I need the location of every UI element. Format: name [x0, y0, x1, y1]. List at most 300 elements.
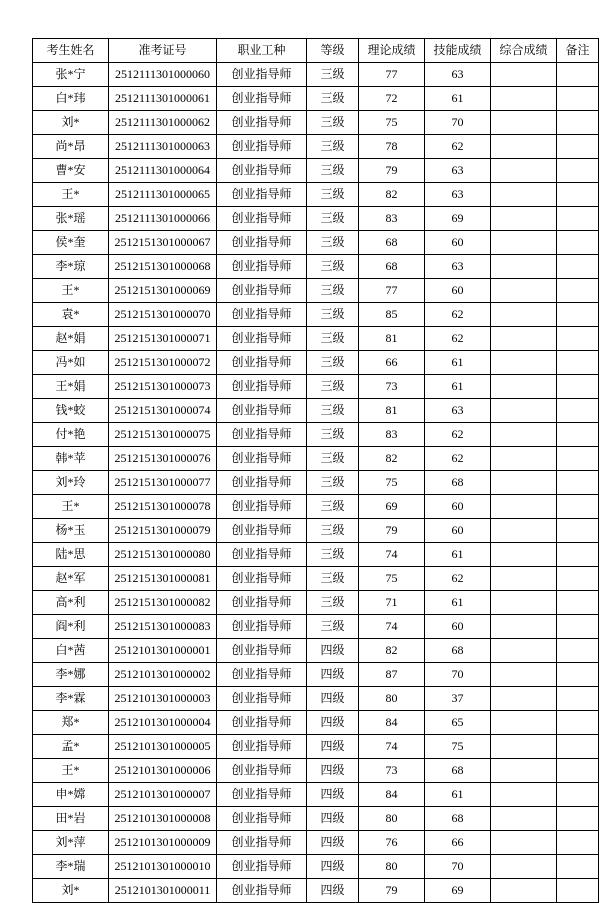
cell-id: 2512151301000073 [109, 375, 217, 399]
cell-name: 冯*如 [33, 351, 109, 375]
cell-theory: 82 [359, 447, 425, 471]
table-row [33, 231, 599, 255]
cell-total [491, 255, 557, 279]
cell-id: 2512151301000081 [109, 567, 217, 591]
table-row [33, 279, 599, 303]
cell-note [557, 759, 599, 783]
table-row [33, 375, 599, 399]
cell-theory: 81 [359, 399, 425, 423]
cell-level: 四级 [307, 807, 359, 831]
cell-total [491, 711, 557, 735]
cell-name: 赵*军 [33, 567, 109, 591]
cell-theory: 81 [359, 327, 425, 351]
cell-job: 创业指导师 [217, 735, 307, 759]
cell-total [491, 831, 557, 855]
cell-id: 2512101301000011 [109, 879, 217, 903]
cell-id: 2512111301000063 [109, 135, 217, 159]
table-row [33, 495, 599, 519]
cell-theory: 74 [359, 543, 425, 567]
table-row [33, 423, 599, 447]
cell-level: 三级 [307, 591, 359, 615]
cell-total [491, 63, 557, 87]
cell-level: 三级 [307, 63, 359, 87]
cell-name: 王* [33, 759, 109, 783]
table-body [33, 63, 599, 903]
cell-level: 四级 [307, 783, 359, 807]
cell-note [557, 471, 599, 495]
table-row [33, 783, 599, 807]
cell-total [491, 663, 557, 687]
cell-skill: 62 [425, 567, 491, 591]
cell-theory: 82 [359, 183, 425, 207]
cell-theory: 74 [359, 615, 425, 639]
cell-job: 创业指导师 [217, 111, 307, 135]
cell-theory: 87 [359, 663, 425, 687]
cell-note [557, 615, 599, 639]
table-row [33, 879, 599, 903]
cell-id: 2512111301000066 [109, 207, 217, 231]
cell-job: 创业指导师 [217, 159, 307, 183]
table-row [33, 87, 599, 111]
cell-level: 三级 [307, 567, 359, 591]
cell-skill: 70 [425, 855, 491, 879]
cell-note [557, 879, 599, 903]
cell-total [491, 111, 557, 135]
exam-score-table [32, 38, 599, 903]
column-header-name: 考生姓名 [33, 39, 109, 63]
cell-level: 三级 [307, 279, 359, 303]
table-row [33, 639, 599, 663]
cell-job: 创业指导师 [217, 639, 307, 663]
cell-total [491, 567, 557, 591]
cell-note [557, 63, 599, 87]
cell-level: 四级 [307, 759, 359, 783]
cell-job: 创业指导师 [217, 471, 307, 495]
cell-total [491, 735, 557, 759]
cell-skill: 62 [425, 135, 491, 159]
cell-name: 张*瑶 [33, 207, 109, 231]
cell-name: 高*利 [33, 591, 109, 615]
cell-note [557, 855, 599, 879]
cell-total [491, 327, 557, 351]
cell-note [557, 87, 599, 111]
cell-id: 2512151301000077 [109, 471, 217, 495]
cell-note [557, 111, 599, 135]
cell-level: 四级 [307, 855, 359, 879]
cell-theory: 73 [359, 759, 425, 783]
cell-level: 三级 [307, 351, 359, 375]
cell-note [557, 543, 599, 567]
cell-id: 2512151301000082 [109, 591, 217, 615]
table-row [33, 615, 599, 639]
cell-job: 创业指导师 [217, 663, 307, 687]
cell-theory: 69 [359, 495, 425, 519]
column-header-theory: 理论成绩 [359, 39, 425, 63]
cell-total [491, 639, 557, 663]
cell-level: 三级 [307, 87, 359, 111]
table-row [33, 351, 599, 375]
cell-id: 2512151301000069 [109, 279, 217, 303]
cell-name: 李*瑞 [33, 855, 109, 879]
cell-note [557, 303, 599, 327]
cell-skill: 63 [425, 183, 491, 207]
cell-note [557, 783, 599, 807]
cell-name: 韩*苹 [33, 447, 109, 471]
cell-job: 创业指导师 [217, 783, 307, 807]
cell-job: 创业指导师 [217, 375, 307, 399]
table-row [33, 519, 599, 543]
cell-skill: 69 [425, 207, 491, 231]
cell-job: 创业指导师 [217, 87, 307, 111]
cell-level: 三级 [307, 231, 359, 255]
cell-name: 阎*利 [33, 615, 109, 639]
table-row [33, 711, 599, 735]
cell-total [491, 159, 557, 183]
cell-total [491, 303, 557, 327]
table-header-row [33, 39, 599, 63]
cell-note [557, 711, 599, 735]
cell-job: 创业指导师 [217, 327, 307, 351]
cell-skill: 68 [425, 639, 491, 663]
cell-theory: 83 [359, 207, 425, 231]
cell-level: 四级 [307, 639, 359, 663]
table-row [33, 759, 599, 783]
cell-level: 三级 [307, 543, 359, 567]
cell-level: 三级 [307, 519, 359, 543]
cell-name: 申*嫦 [33, 783, 109, 807]
cell-skill: 60 [425, 495, 491, 519]
cell-theory: 85 [359, 303, 425, 327]
cell-job: 创业指导师 [217, 231, 307, 255]
table-row [33, 447, 599, 471]
cell-name: 曹*安 [33, 159, 109, 183]
cell-skill: 62 [425, 303, 491, 327]
cell-id: 2512101301000003 [109, 687, 217, 711]
cell-skill: 37 [425, 687, 491, 711]
cell-note [557, 159, 599, 183]
cell-theory: 72 [359, 87, 425, 111]
cell-id: 2512151301000076 [109, 447, 217, 471]
cell-level: 三级 [307, 495, 359, 519]
cell-note [557, 351, 599, 375]
cell-note [557, 831, 599, 855]
cell-theory: 75 [359, 567, 425, 591]
cell-name: 王* [33, 495, 109, 519]
cell-name: 李*霖 [33, 687, 109, 711]
cell-theory: 68 [359, 255, 425, 279]
cell-name: 白*茜 [33, 639, 109, 663]
cell-skill: 75 [425, 735, 491, 759]
cell-job: 创业指导师 [217, 711, 307, 735]
cell-job: 创业指导师 [217, 567, 307, 591]
cell-level: 三级 [307, 447, 359, 471]
cell-name: 孟* [33, 735, 109, 759]
cell-name: 尚*昂 [33, 135, 109, 159]
cell-id: 2512101301000004 [109, 711, 217, 735]
cell-skill: 63 [425, 399, 491, 423]
cell-skill: 65 [425, 711, 491, 735]
table-header [33, 39, 599, 63]
cell-note [557, 279, 599, 303]
cell-job: 创业指导师 [217, 255, 307, 279]
cell-level: 四级 [307, 831, 359, 855]
cell-total [491, 855, 557, 879]
cell-id: 2512101301000010 [109, 855, 217, 879]
column-header-job: 职业工种 [217, 39, 307, 63]
cell-theory: 71 [359, 591, 425, 615]
cell-level: 三级 [307, 375, 359, 399]
cell-skill: 69 [425, 879, 491, 903]
cell-id: 2512151301000072 [109, 351, 217, 375]
table-row [33, 255, 599, 279]
cell-level: 四级 [307, 711, 359, 735]
cell-name: 钱*蛟 [33, 399, 109, 423]
cell-name: 刘*玲 [33, 471, 109, 495]
cell-note [557, 519, 599, 543]
cell-total [491, 471, 557, 495]
table-row [33, 303, 599, 327]
cell-job: 创业指导师 [217, 615, 307, 639]
cell-id: 2512111301000060 [109, 63, 217, 87]
cell-note [557, 591, 599, 615]
column-header-level: 等级 [307, 39, 359, 63]
cell-job: 创业指导师 [217, 807, 307, 831]
cell-total [491, 135, 557, 159]
cell-level: 三级 [307, 327, 359, 351]
cell-note [557, 687, 599, 711]
cell-job: 创业指导师 [217, 759, 307, 783]
cell-skill: 63 [425, 63, 491, 87]
table-row [33, 807, 599, 831]
cell-note [557, 567, 599, 591]
cell-skill: 61 [425, 375, 491, 399]
cell-id: 2512151301000067 [109, 231, 217, 255]
cell-skill: 62 [425, 423, 491, 447]
cell-job: 创业指导师 [217, 63, 307, 87]
cell-name: 陆*思 [33, 543, 109, 567]
cell-job: 创业指导师 [217, 519, 307, 543]
cell-theory: 79 [359, 159, 425, 183]
cell-skill: 68 [425, 807, 491, 831]
cell-job: 创业指导师 [217, 495, 307, 519]
column-header-note: 备注 [557, 39, 599, 63]
cell-job: 创业指导师 [217, 303, 307, 327]
cell-total [491, 279, 557, 303]
cell-theory: 80 [359, 807, 425, 831]
cell-total [491, 231, 557, 255]
cell-id: 2512111301000061 [109, 87, 217, 111]
table-row [33, 327, 599, 351]
cell-note [557, 207, 599, 231]
cell-skill: 60 [425, 231, 491, 255]
cell-id: 2512151301000068 [109, 255, 217, 279]
cell-name: 王*娟 [33, 375, 109, 399]
cell-note [557, 183, 599, 207]
cell-note [557, 447, 599, 471]
cell-job: 创业指导师 [217, 879, 307, 903]
cell-note [557, 495, 599, 519]
cell-theory: 68 [359, 231, 425, 255]
cell-level: 四级 [307, 879, 359, 903]
cell-total [491, 759, 557, 783]
cell-theory: 74 [359, 735, 425, 759]
cell-level: 三级 [307, 207, 359, 231]
cell-name: 侯*奎 [33, 231, 109, 255]
table-row [33, 855, 599, 879]
cell-theory: 77 [359, 63, 425, 87]
table-row [33, 663, 599, 687]
cell-name: 白*玮 [33, 87, 109, 111]
cell-job: 创业指导师 [217, 423, 307, 447]
cell-theory: 77 [359, 279, 425, 303]
cell-name: 王* [33, 279, 109, 303]
cell-total [491, 783, 557, 807]
cell-note [557, 231, 599, 255]
cell-skill: 60 [425, 615, 491, 639]
cell-skill: 66 [425, 831, 491, 855]
cell-skill: 62 [425, 327, 491, 351]
cell-skill: 63 [425, 255, 491, 279]
cell-level: 三级 [307, 615, 359, 639]
cell-id: 2512151301000070 [109, 303, 217, 327]
cell-id: 2512151301000079 [109, 519, 217, 543]
cell-total [491, 543, 557, 567]
cell-total [491, 687, 557, 711]
cell-name: 李*娜 [33, 663, 109, 687]
cell-level: 三级 [307, 111, 359, 135]
cell-note [557, 735, 599, 759]
cell-level: 三级 [307, 135, 359, 159]
cell-id: 2512151301000080 [109, 543, 217, 567]
cell-total [491, 591, 557, 615]
cell-note [557, 255, 599, 279]
cell-skill: 61 [425, 783, 491, 807]
cell-total [491, 399, 557, 423]
cell-theory: 66 [359, 351, 425, 375]
cell-id: 2512101301000001 [109, 639, 217, 663]
cell-theory: 73 [359, 375, 425, 399]
cell-job: 创业指导师 [217, 855, 307, 879]
cell-skill: 70 [425, 663, 491, 687]
cell-job: 创业指导师 [217, 279, 307, 303]
cell-level: 三级 [307, 423, 359, 447]
table-row [33, 183, 599, 207]
cell-name: 郑* [33, 711, 109, 735]
cell-id: 2512101301000007 [109, 783, 217, 807]
cell-theory: 79 [359, 519, 425, 543]
cell-level: 四级 [307, 663, 359, 687]
cell-name: 付*艳 [33, 423, 109, 447]
table-row [33, 831, 599, 855]
cell-level: 三级 [307, 159, 359, 183]
cell-name: 张*宁 [33, 63, 109, 87]
column-header-id: 准考证号 [109, 39, 217, 63]
cell-theory: 84 [359, 783, 425, 807]
cell-name: 袁* [33, 303, 109, 327]
cell-name: 王* [33, 183, 109, 207]
table-row [33, 471, 599, 495]
cell-total [491, 495, 557, 519]
cell-id: 2512101301000002 [109, 663, 217, 687]
cell-total [491, 87, 557, 111]
cell-name: 李*琼 [33, 255, 109, 279]
cell-skill: 68 [425, 759, 491, 783]
cell-skill: 62 [425, 447, 491, 471]
table-row [33, 735, 599, 759]
cell-skill: 61 [425, 351, 491, 375]
table-row [33, 135, 599, 159]
cell-skill: 61 [425, 591, 491, 615]
cell-id: 2512111301000062 [109, 111, 217, 135]
cell-level: 三级 [307, 255, 359, 279]
cell-job: 创业指导师 [217, 591, 307, 615]
cell-level: 三级 [307, 471, 359, 495]
cell-theory: 79 [359, 879, 425, 903]
cell-job: 创业指导师 [217, 183, 307, 207]
cell-level: 四级 [307, 735, 359, 759]
cell-total [491, 207, 557, 231]
cell-note [557, 663, 599, 687]
cell-theory: 75 [359, 111, 425, 135]
cell-level: 三级 [307, 303, 359, 327]
cell-note [557, 399, 599, 423]
cell-theory: 76 [359, 831, 425, 855]
cell-id: 2512101301000009 [109, 831, 217, 855]
cell-name: 刘* [33, 111, 109, 135]
table-row [33, 567, 599, 591]
cell-total [491, 615, 557, 639]
table-row [33, 543, 599, 567]
cell-id: 2512111301000065 [109, 183, 217, 207]
cell-theory: 82 [359, 639, 425, 663]
cell-id: 2512151301000074 [109, 399, 217, 423]
cell-total [491, 423, 557, 447]
table-row [33, 63, 599, 87]
cell-name: 田*岩 [33, 807, 109, 831]
cell-level: 三级 [307, 399, 359, 423]
cell-theory: 83 [359, 423, 425, 447]
cell-skill: 61 [425, 543, 491, 567]
cell-total [491, 519, 557, 543]
cell-job: 创业指导师 [217, 831, 307, 855]
table-row [33, 591, 599, 615]
cell-theory: 75 [359, 471, 425, 495]
cell-skill: 60 [425, 279, 491, 303]
column-header-skill: 技能成绩 [425, 39, 491, 63]
cell-id: 2512101301000008 [109, 807, 217, 831]
table-row [33, 207, 599, 231]
cell-total [491, 375, 557, 399]
cell-total [491, 879, 557, 903]
cell-total [491, 351, 557, 375]
cell-note [557, 327, 599, 351]
cell-theory: 80 [359, 687, 425, 711]
cell-job: 创业指导师 [217, 447, 307, 471]
cell-total [491, 447, 557, 471]
cell-id: 2512101301000005 [109, 735, 217, 759]
table-row [33, 687, 599, 711]
cell-total [491, 807, 557, 831]
cell-id: 2512151301000083 [109, 615, 217, 639]
cell-skill: 61 [425, 87, 491, 111]
column-header-total: 综合成绩 [491, 39, 557, 63]
cell-note [557, 423, 599, 447]
cell-job: 创业指导师 [217, 135, 307, 159]
cell-id: 2512151301000071 [109, 327, 217, 351]
cell-id: 2512111301000064 [109, 159, 217, 183]
cell-name: 杨*玉 [33, 519, 109, 543]
cell-theory: 84 [359, 711, 425, 735]
